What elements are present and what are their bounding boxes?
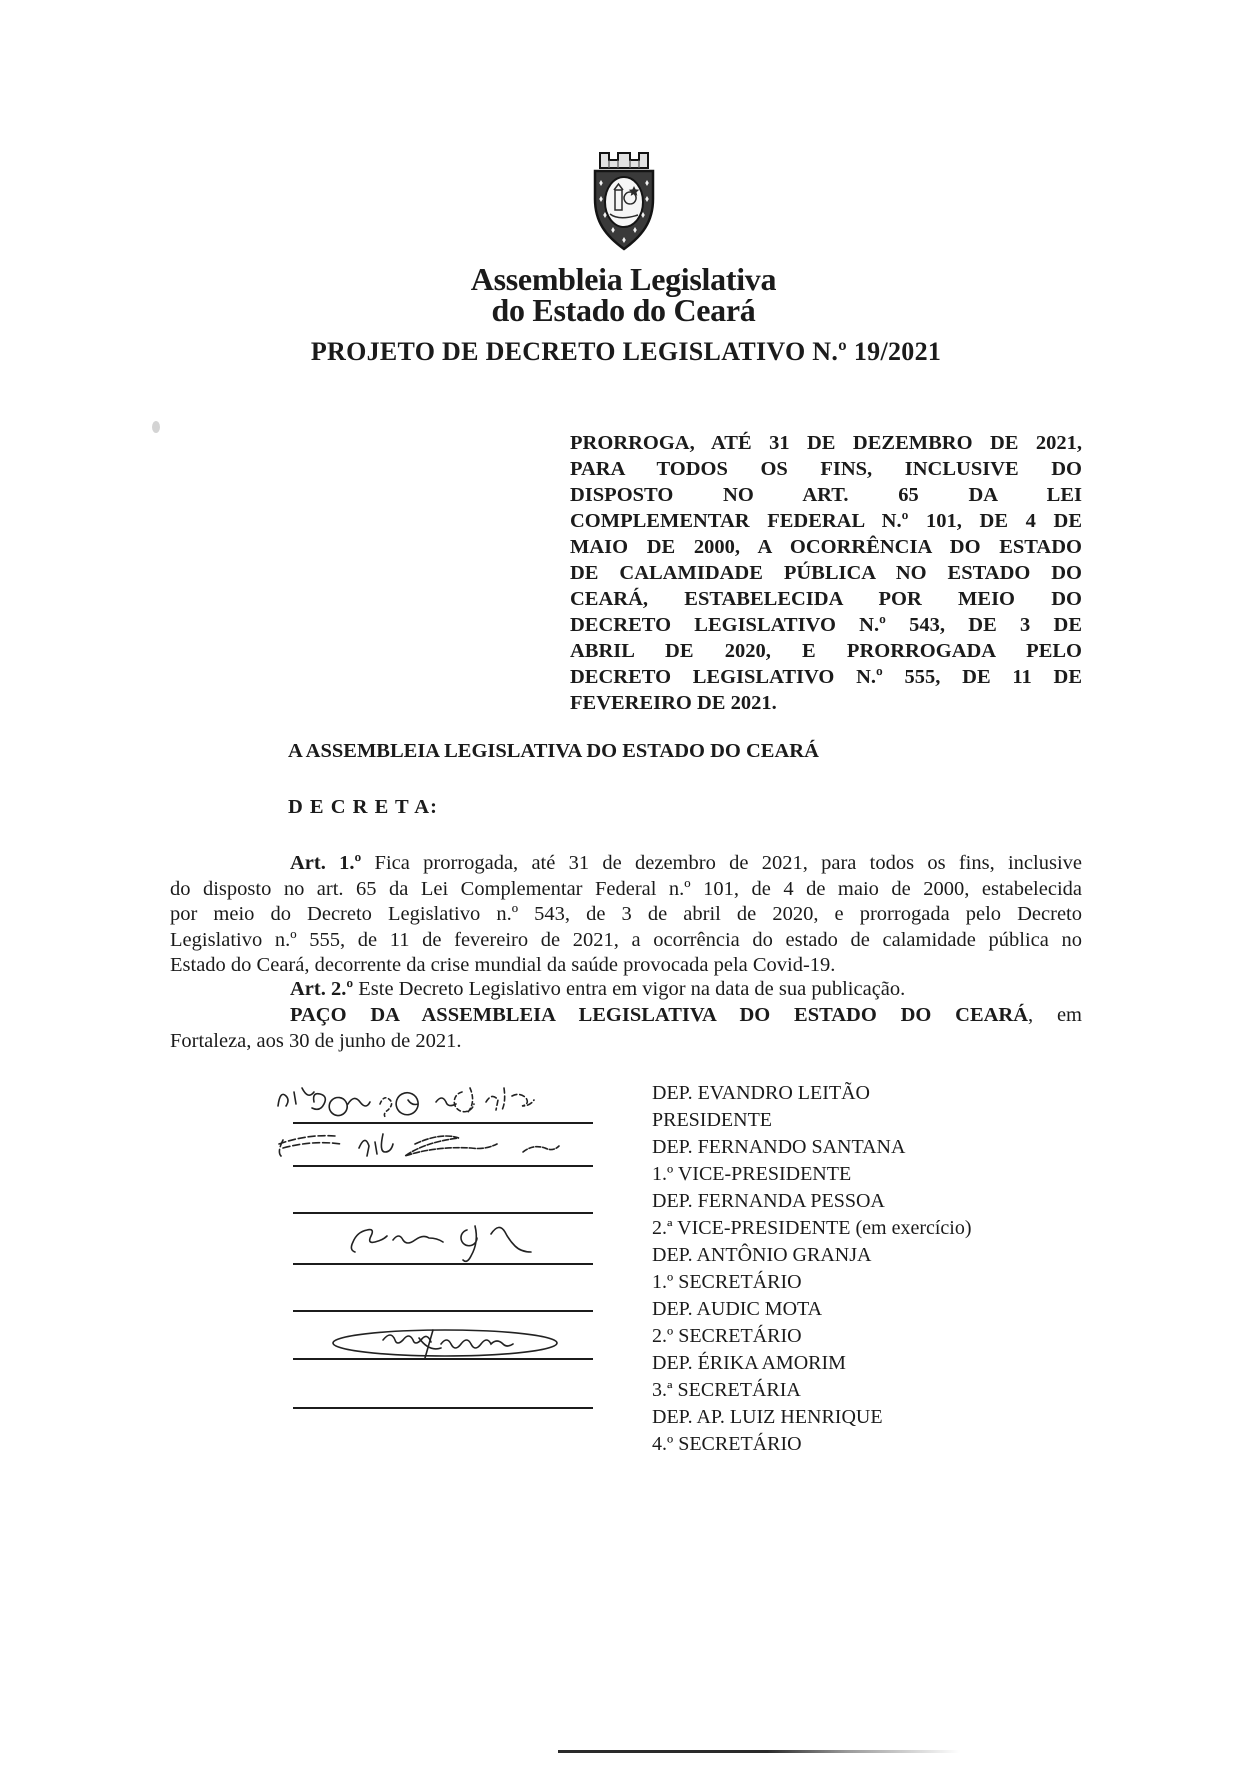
signatory-title: 3.ª SECRETÁRIA [652,1379,801,1401]
article-1-line: do disposto no art. 65 da Lei Complementar Federal n.º 101, de 4 de maio de 2000, estabelecida [170,877,1082,900]
article-1-line: por meio do Decreto Legislativo n.º 543, de 3 de abril de 2020, e prorrogada pelo Decreto [170,903,1082,926]
preamble: A ASSEMBLEIA LEGISLATIVA DO ESTADO DO CEARÁ [288,740,819,762]
signatory-name: DEP. EVANDRO LEITÃO [652,1082,870,1104]
signatory-title: 2.ª VICE-PRESIDENTE (em exercício) [652,1217,972,1239]
signature-line-1 [293,1122,593,1124]
closing-bold: PAÇO DA ASSEMBLEIA LEGISLATIVA DO ESTADO DO CEARÁ [290,1004,1029,1026]
org-name-line1: Assembleia Legislativa [470,261,777,297]
handwritten-signature-first-secretary [345,1218,535,1266]
ementa-line: ABRIL DE 2020, E PRORROGADA PELO [570,640,1082,662]
article-1-line: Legislativo n.º 555, de 11 de fevereiro de 2021, a ocorrência do estado de calamidade pública no [170,928,1082,951]
ementa-line: DISPOSTO NO ART. 65 DA LEI [570,484,1082,506]
signature-line-7 [293,1407,593,1409]
signatory-title: PRESIDENTE [652,1109,772,1131]
signatories-list [652,1080,972,1458]
article-2-text: Este Decreto Legislativo entra em vigor na data de sua publicação. [353,978,906,1000]
handwritten-signature-president [270,1080,550,1122]
signatory-name: DEP. FERNANDO SANTANA [652,1136,906,1158]
signatory-title: 2.º SECRETÁRIO [652,1325,802,1347]
scan-artifact-line [558,1750,960,1753]
closing-line-2: Fortaleza, aos 30 de junho de 2021. [170,1029,462,1052]
scan-smudge [152,421,160,433]
signatory-name: DEP. AP. LUIZ HENRIQUE [652,1406,883,1428]
ementa-summary [570,430,1082,716]
signatory-title: 1.º VICE-PRESIDENTE [652,1163,852,1185]
article-2-line [170,977,1082,1003]
signatory-name: DEP. FERNANDA PESSOA [652,1190,885,1212]
ementa-line: DE CALAMIDADE PÚBLICA NO ESTADO DO [570,562,1082,584]
letterhead [0,148,1247,326]
handwritten-signature-third-secretary [325,1322,565,1362]
signatory-title: 1.º SECRETÁRIO [652,1271,802,1293]
ementa-line: CEARÁ, ESTABELECIDA POR MEIO DO [570,588,1082,610]
org-name-line2: do Estado do Ceará [491,292,756,328]
signatory-name: DEP. ÉRIKA AMORIM [652,1352,846,1374]
closing-line-1 [170,1003,1082,1029]
article-1 [170,851,1082,979]
article-1-line [170,851,1082,877]
signature-line-5 [293,1310,593,1312]
article-2-label: Art. 2.º [290,978,354,1000]
decreta-heading: D E C R E T A: [288,796,438,818]
ementa-line: FEVEREIRO DE 2021. [570,692,777,714]
signatory-name: DEP. AUDIC MOTA [652,1298,823,1320]
article-1-line: Estado do Ceará, decorrente da crise mundial da saúde provocada pela Covid-19. [170,954,836,977]
ceara-coat-of-arms-icon [584,148,664,254]
article-1-text: Fica prorrogada, até 31 de dezembro de 2021, para todos os fins, inclusive [361,852,1083,874]
closing-statement [170,1003,1082,1054]
signature-line-3 [293,1212,593,1214]
ementa-line: COMPLEMENTAR FEDERAL N.º 101, DE 4 DE [570,510,1082,532]
ementa-line: MAIO DE 2000, A OCORRÊNCIA DO ESTADO [570,536,1082,558]
signatory-name: DEP. ANTÔNIO GRANJA [652,1244,872,1266]
signatory-title: 4.º SECRETÁRIO [652,1433,802,1455]
closing-rest: , em [1028,1004,1082,1026]
ementa-line: PARA TODOS OS FINS, INCLUSIVE DO [570,458,1082,480]
ementa-line: DECRETO LEGISLATIVO N.º 555, DE 11 DE [570,666,1082,688]
document-title: PROJETO DE DECRETO LEGISLATIVO N.º 19/2021 [310,337,942,366]
handwritten-signature-vice-president [275,1130,565,1166]
ementa-line: PRORROGA, ATÉ 31 DE DEZEMBRO DE 2021, [570,432,1082,454]
ementa-line: DECRETO LEGISLATIVO N.º 543, DE 3 DE [570,614,1082,636]
article-1-label: Art. 1.º [290,852,362,874]
article-2 [170,977,1082,1003]
